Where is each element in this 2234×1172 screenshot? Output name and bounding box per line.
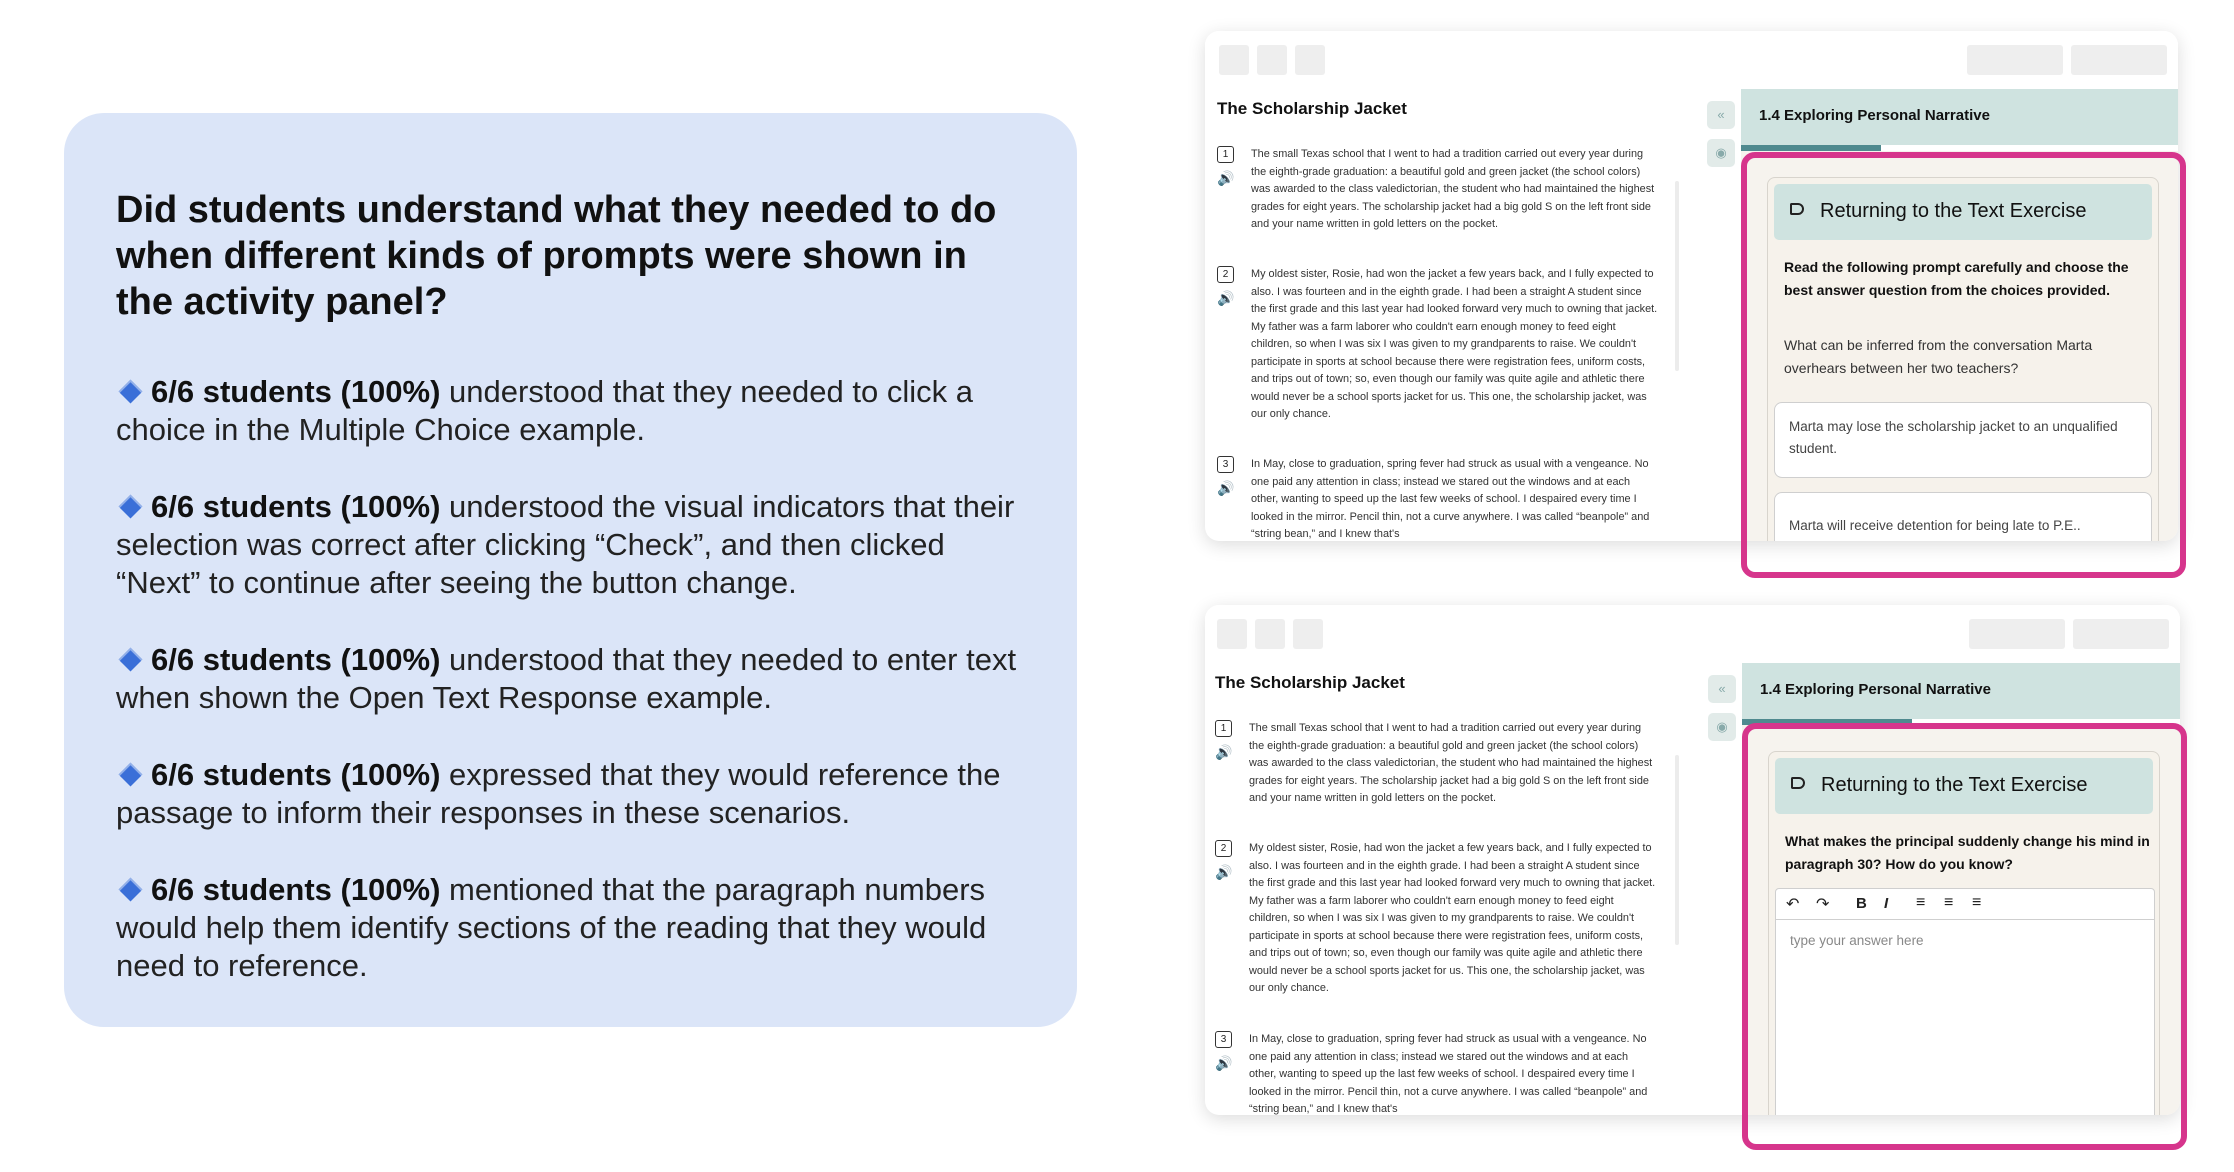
align-center-icon[interactable]: ≡ (1944, 894, 1954, 911)
passage-paragraph (1215, 840, 1663, 1020)
toolbar-wide-button[interactable] (1969, 619, 2065, 649)
paragraph-number: 2 (1215, 840, 1232, 857)
paragraph-text: The small Texas school that I went to had a tradition carried out every year during the eighth-grade graduation: a beautiful gold and green jacket (the school colors) was awarded to the class valedictorian, the student who had maintained the highest grades for eight years. The scholarship jacket had a big gold S on the left front side and your name written in gold letters on the pocket. (1249, 722, 1653, 804)
finding-stat: 6/6 students (100%) (151, 642, 441, 677)
double-chevron-left-icon[interactable]: « (1707, 101, 1735, 129)
finding-text: mentioned that the paragraph numbers would help them identify sections of the reading that they would need to reference. (116, 872, 987, 983)
finding-1 (116, 373, 1027, 449)
finding-stat: 6/6 students (100%) (151, 489, 441, 524)
passage-scrollbar[interactable] (1675, 755, 1679, 945)
double-chevron-left-icon[interactable]: « (1708, 675, 1736, 703)
passage-paragraph (1217, 146, 1665, 256)
toolbar-wide-button[interactable] (2071, 45, 2167, 75)
app-topbar (1205, 31, 2178, 85)
panel-side-buttons (1707, 101, 1735, 177)
passage-title: The Scholarship Jacket (1215, 673, 1405, 692)
mc-highlight-frame (1741, 152, 2186, 578)
toolbar-button[interactable] (1219, 45, 1249, 75)
eye-icon[interactable]: ◉ (1708, 713, 1736, 741)
paragraph-text: The small Texas school that I went to had a tradition carried out every year during the eighth-grade graduation: a beautiful gold and green jacket (the school colors) was awarded to the class valedictorian, the student who had maintained the highest grades for eight years. The scholarship jacket had a big gold S on the left front side and your name written in gold letters on the pocket. (1251, 148, 1655, 230)
finding-2 (116, 488, 1027, 602)
paragraph-number: 2 (1217, 266, 1234, 283)
diamond-bullet-icon (118, 648, 142, 672)
paragraph-text: In May, close to graduation, spring fever had struck as usual with a vengeance. No one paid any attention in class; instead we stared out the windows and at each other, wanting to speed up the last few weeks of school. I despaired every time I looked in the mirror. Pencil thin, not a curve anywhere. I was called “beanpole” and “string bean,” and I knew that's (1249, 1033, 1648, 1115)
mc-choice-1[interactable]: Marta may lose the scholarship jacket to an unqualified student. (1774, 402, 2152, 478)
toolbar-button[interactable] (1257, 45, 1287, 75)
finding-stat: 6/6 students (100%) (151, 872, 441, 907)
paragraph-text: My oldest sister, Rosie, had won the jacket a few years back, and I fully expected to also. I was fourteen and in the eighth grade. I had been a straight A student since the first grade and this last year had looked forward very much to owning that jacket. My father was a farm laborer who couldn't earn enough money to feed eight children, so when I was six I was given to my grandparents to raise. We couldn't participate in sports at school because there were registration fees, uniform costs, and trips out of town; so, even though our family was quite agile and athletic there would never be a school sports jacket for us. This one, the scholarship jacket, was our only chance. (1251, 268, 1658, 420)
toolbar-wide-button[interactable] (2073, 619, 2169, 649)
toolbar-button[interactable] (1293, 619, 1323, 649)
diamond-bullet-icon (118, 878, 142, 902)
passage-paragraph (1215, 1031, 1663, 1115)
panel-side-buttons (1708, 675, 1736, 751)
passage-title: The Scholarship Jacket (1217, 99, 1407, 118)
italic-icon[interactable]: I (1884, 895, 1889, 912)
open-text-highlight-frame (1742, 723, 2187, 1150)
passage-scrollbar[interactable] (1675, 181, 1679, 371)
finding-stat: 6/6 students (100%) (151, 757, 441, 792)
mc-instruction: Read the following prompt carefully and choose the best answer question from the choices provided. (1784, 259, 2129, 298)
speaker-icon[interactable]: 🔊 (1215, 864, 1233, 880)
passage-paragraph (1217, 456, 1665, 541)
paragraph-text: In May, close to graduation, spring fever had struck as usual with a vengeance. No one paid any attention in class; instead we stared out the windows and at each other, wanting to speed up the last few weeks of school. I despaired every time I looked in the mirror. Pencil thin, not a curve anywhere. I was called “beanpole” and “string bean,” and I knew that's (1251, 458, 1650, 540)
align-right-icon[interactable]: ≡ (1972, 894, 1982, 911)
redo-icon[interactable]: ↷ (1816, 896, 1830, 913)
exercise-title: Returning to the Text Exercise (1820, 200, 2087, 222)
lesson-header (1741, 89, 2178, 145)
answer-placeholder: type your answer here (1790, 933, 1924, 948)
finding-3 (116, 641, 1027, 717)
lesson-header (1742, 663, 2180, 719)
exercise-title: Returning to the Text Exercise (1821, 774, 2088, 796)
diamond-bullet-icon (118, 763, 142, 787)
finding-text: expressed that they would reference the passage to inform their responses in these scenarios. (116, 757, 1001, 830)
toolbar-wide-button[interactable] (1967, 45, 2063, 75)
finding-5 (116, 871, 1027, 985)
finding-text: understood the visual indicators that their selection was correct after clicking “Check”, and then clicked “Next” to continue after seeing the button change. (116, 489, 1015, 600)
paragraph-text: My oldest sister, Rosie, had won the jacket a few years back, and I fully expected to also. I was fourteen and in the eighth grade. I had been a straight A student since the first grade and this last year had looked forward very much to owning that jacket. My father was a farm laborer who couldn't earn enough money to feed eight children, so when I was six I was given to my grandparents to raise. We couldn't participate in sports at school because there were registration fees, uniform costs, and trips out of town; so, even though our family was quite agile and athletic there would never be a school sports jacket for us. This one, the scholarship jacket, was our only chance. (1249, 842, 1656, 994)
toolbar-button[interactable] (1255, 619, 1285, 649)
research-question: Did students understand what they needed to do when different kinds of prompts were shown in the activity panel? (116, 189, 997, 323)
speaker-icon[interactable]: 🔊 (1217, 480, 1235, 496)
lesson-title: 1.4 Exploring Personal Narrative (1760, 681, 1991, 698)
diamond-bullet-icon (118, 380, 142, 404)
bold-icon[interactable]: B (1856, 895, 1867, 912)
finding-stat: 6/6 students (100%) (151, 374, 441, 409)
findings-summary-card (64, 113, 1077, 1027)
speaker-icon[interactable]: 🔊 (1215, 744, 1233, 760)
passage-paragraph (1215, 720, 1663, 830)
paragraph-number: 3 (1215, 1031, 1232, 1048)
undo-icon[interactable]: ↶ (1786, 896, 1800, 913)
lesson-title: 1.4 Exploring Personal Narrative (1759, 107, 1990, 124)
toolbar-button[interactable] (1217, 619, 1247, 649)
diamond-bullet-icon (118, 495, 142, 519)
eye-icon[interactable]: ◉ (1707, 139, 1735, 167)
align-left-icon[interactable]: ≡ (1916, 894, 1926, 911)
open-text-question: What makes the principal suddenly change his mind in paragraph 30? How do you know? (1785, 833, 2150, 872)
finding-text: understood that they needed to click a choice in the Multiple Choice example. (116, 374, 973, 447)
paragraph-number: 3 (1217, 456, 1234, 473)
speaker-icon[interactable]: 🔊 (1215, 1055, 1233, 1071)
speaker-icon[interactable]: 🔊 (1217, 290, 1235, 306)
mc-choice-2[interactable]: Marta will receive detention for being late to P.E.. (1774, 492, 2152, 541)
paragraph-number: 1 (1215, 720, 1232, 737)
finding-text: understood that they needed to enter text when shown the Open Text Response example. (116, 642, 1017, 715)
mc-question: What can be inferred from the conversation Marta overhears between her two teachers? (1784, 337, 2093, 376)
paragraph-number: 1 (1217, 146, 1234, 163)
passage-paragraph (1217, 266, 1665, 446)
toolbar-button[interactable] (1295, 45, 1325, 75)
app-topbar (1205, 605, 2180, 659)
finding-4 (116, 756, 1027, 832)
speaker-icon[interactable]: 🔊 (1217, 170, 1235, 186)
